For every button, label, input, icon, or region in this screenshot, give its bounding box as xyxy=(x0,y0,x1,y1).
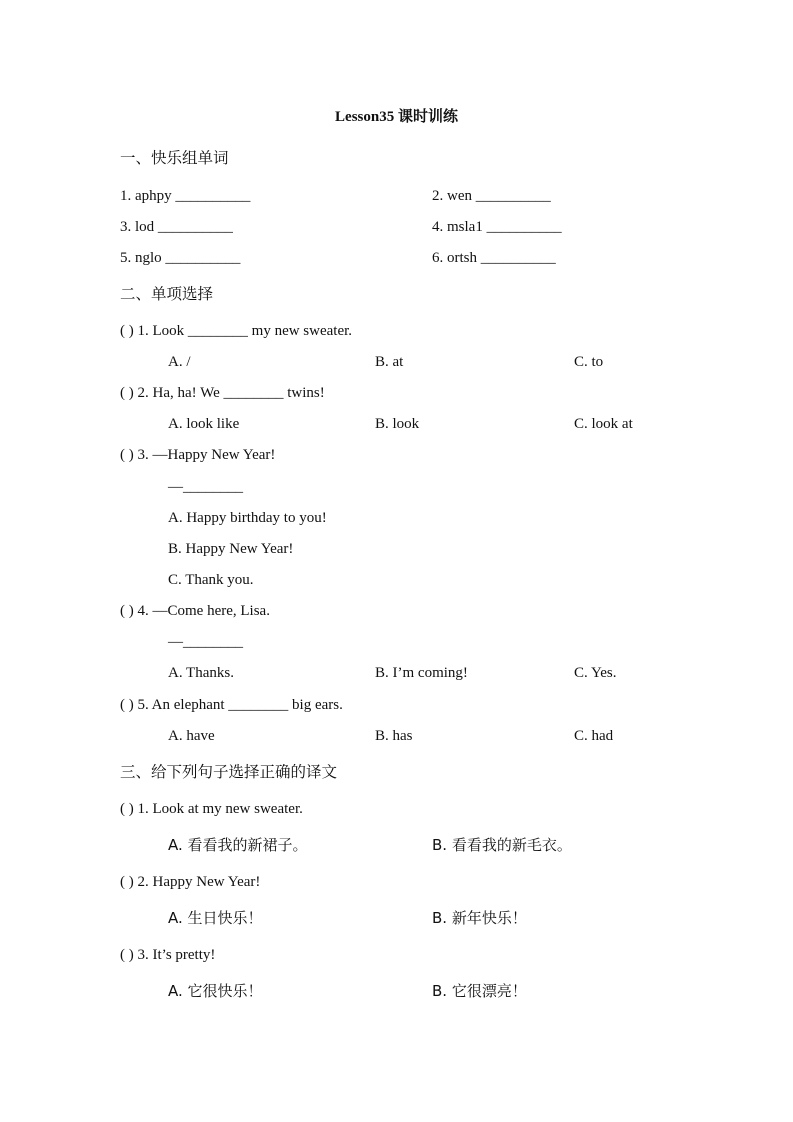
question-stem: ( ) 5. An elephant ________ big ears. xyxy=(120,697,343,713)
word-item: 4. msla1 __________ xyxy=(432,219,562,235)
word-item: 3. lod __________ xyxy=(120,219,233,235)
option-a: A. / xyxy=(168,354,191,370)
question-stem: ( ) 4. —Come here, Lisa. xyxy=(120,603,270,619)
option-b: B. at xyxy=(375,354,404,370)
option-b: B. Happy New Year! xyxy=(168,541,294,557)
word-item: 2. wen __________ xyxy=(432,188,551,204)
option-a: A. 看看我的新裙子。 xyxy=(168,836,308,854)
question-stem: ( ) 3. —Happy New Year! xyxy=(120,447,276,463)
option-a: A. Happy birthday to you! xyxy=(168,510,327,526)
option-b: B. 看看我的新毛衣。 xyxy=(432,836,572,854)
option-c: C. Yes. xyxy=(574,665,617,681)
section-heading: 一、快乐组单词 xyxy=(120,149,229,167)
question-stem: ( ) 3. It’s pretty! xyxy=(120,947,216,963)
question-stem: ( ) 2. Ha, ha! We ________ twins! xyxy=(120,385,325,401)
page-title: Lesson35 课时训练 xyxy=(335,109,458,125)
question-stem: ( ) 2. Happy New Year! xyxy=(120,874,261,890)
reply-blank: —________ xyxy=(168,479,243,495)
question-stem: ( ) 1. Look at my new sweater. xyxy=(120,801,303,817)
option-b: B. look xyxy=(375,416,420,432)
option-a: A. 它很快乐！ xyxy=(168,982,263,1000)
option-b: B. 它很漂亮！ xyxy=(432,982,527,1000)
option-b: B. I’m coming! xyxy=(375,665,468,681)
option-c: C. look at xyxy=(574,416,633,432)
question-stem: ( ) 1. Look ________ my new sweater. xyxy=(120,323,353,339)
option-b: B. 新年快乐！ xyxy=(432,909,527,927)
option-c: C. to xyxy=(574,354,604,370)
option-a: A. Thanks. xyxy=(168,665,234,681)
option-b: B. has xyxy=(375,728,413,744)
word-item: 5. nglo __________ xyxy=(120,250,241,266)
option-a: A. 生日快乐！ xyxy=(168,909,263,927)
option-c: C. Thank you. xyxy=(168,572,254,588)
option-c: C. had xyxy=(574,728,614,744)
option-a: A. look like xyxy=(168,416,240,432)
word-item: 1. aphpy __________ xyxy=(120,188,251,204)
section-heading: 二、单项选择 xyxy=(120,285,214,303)
word-item: 6. ortsh __________ xyxy=(432,250,556,266)
section-heading: 三、给下列句子选择正确的译文 xyxy=(120,763,338,781)
option-a: A. have xyxy=(168,728,215,744)
reply-blank: —________ xyxy=(168,634,243,650)
